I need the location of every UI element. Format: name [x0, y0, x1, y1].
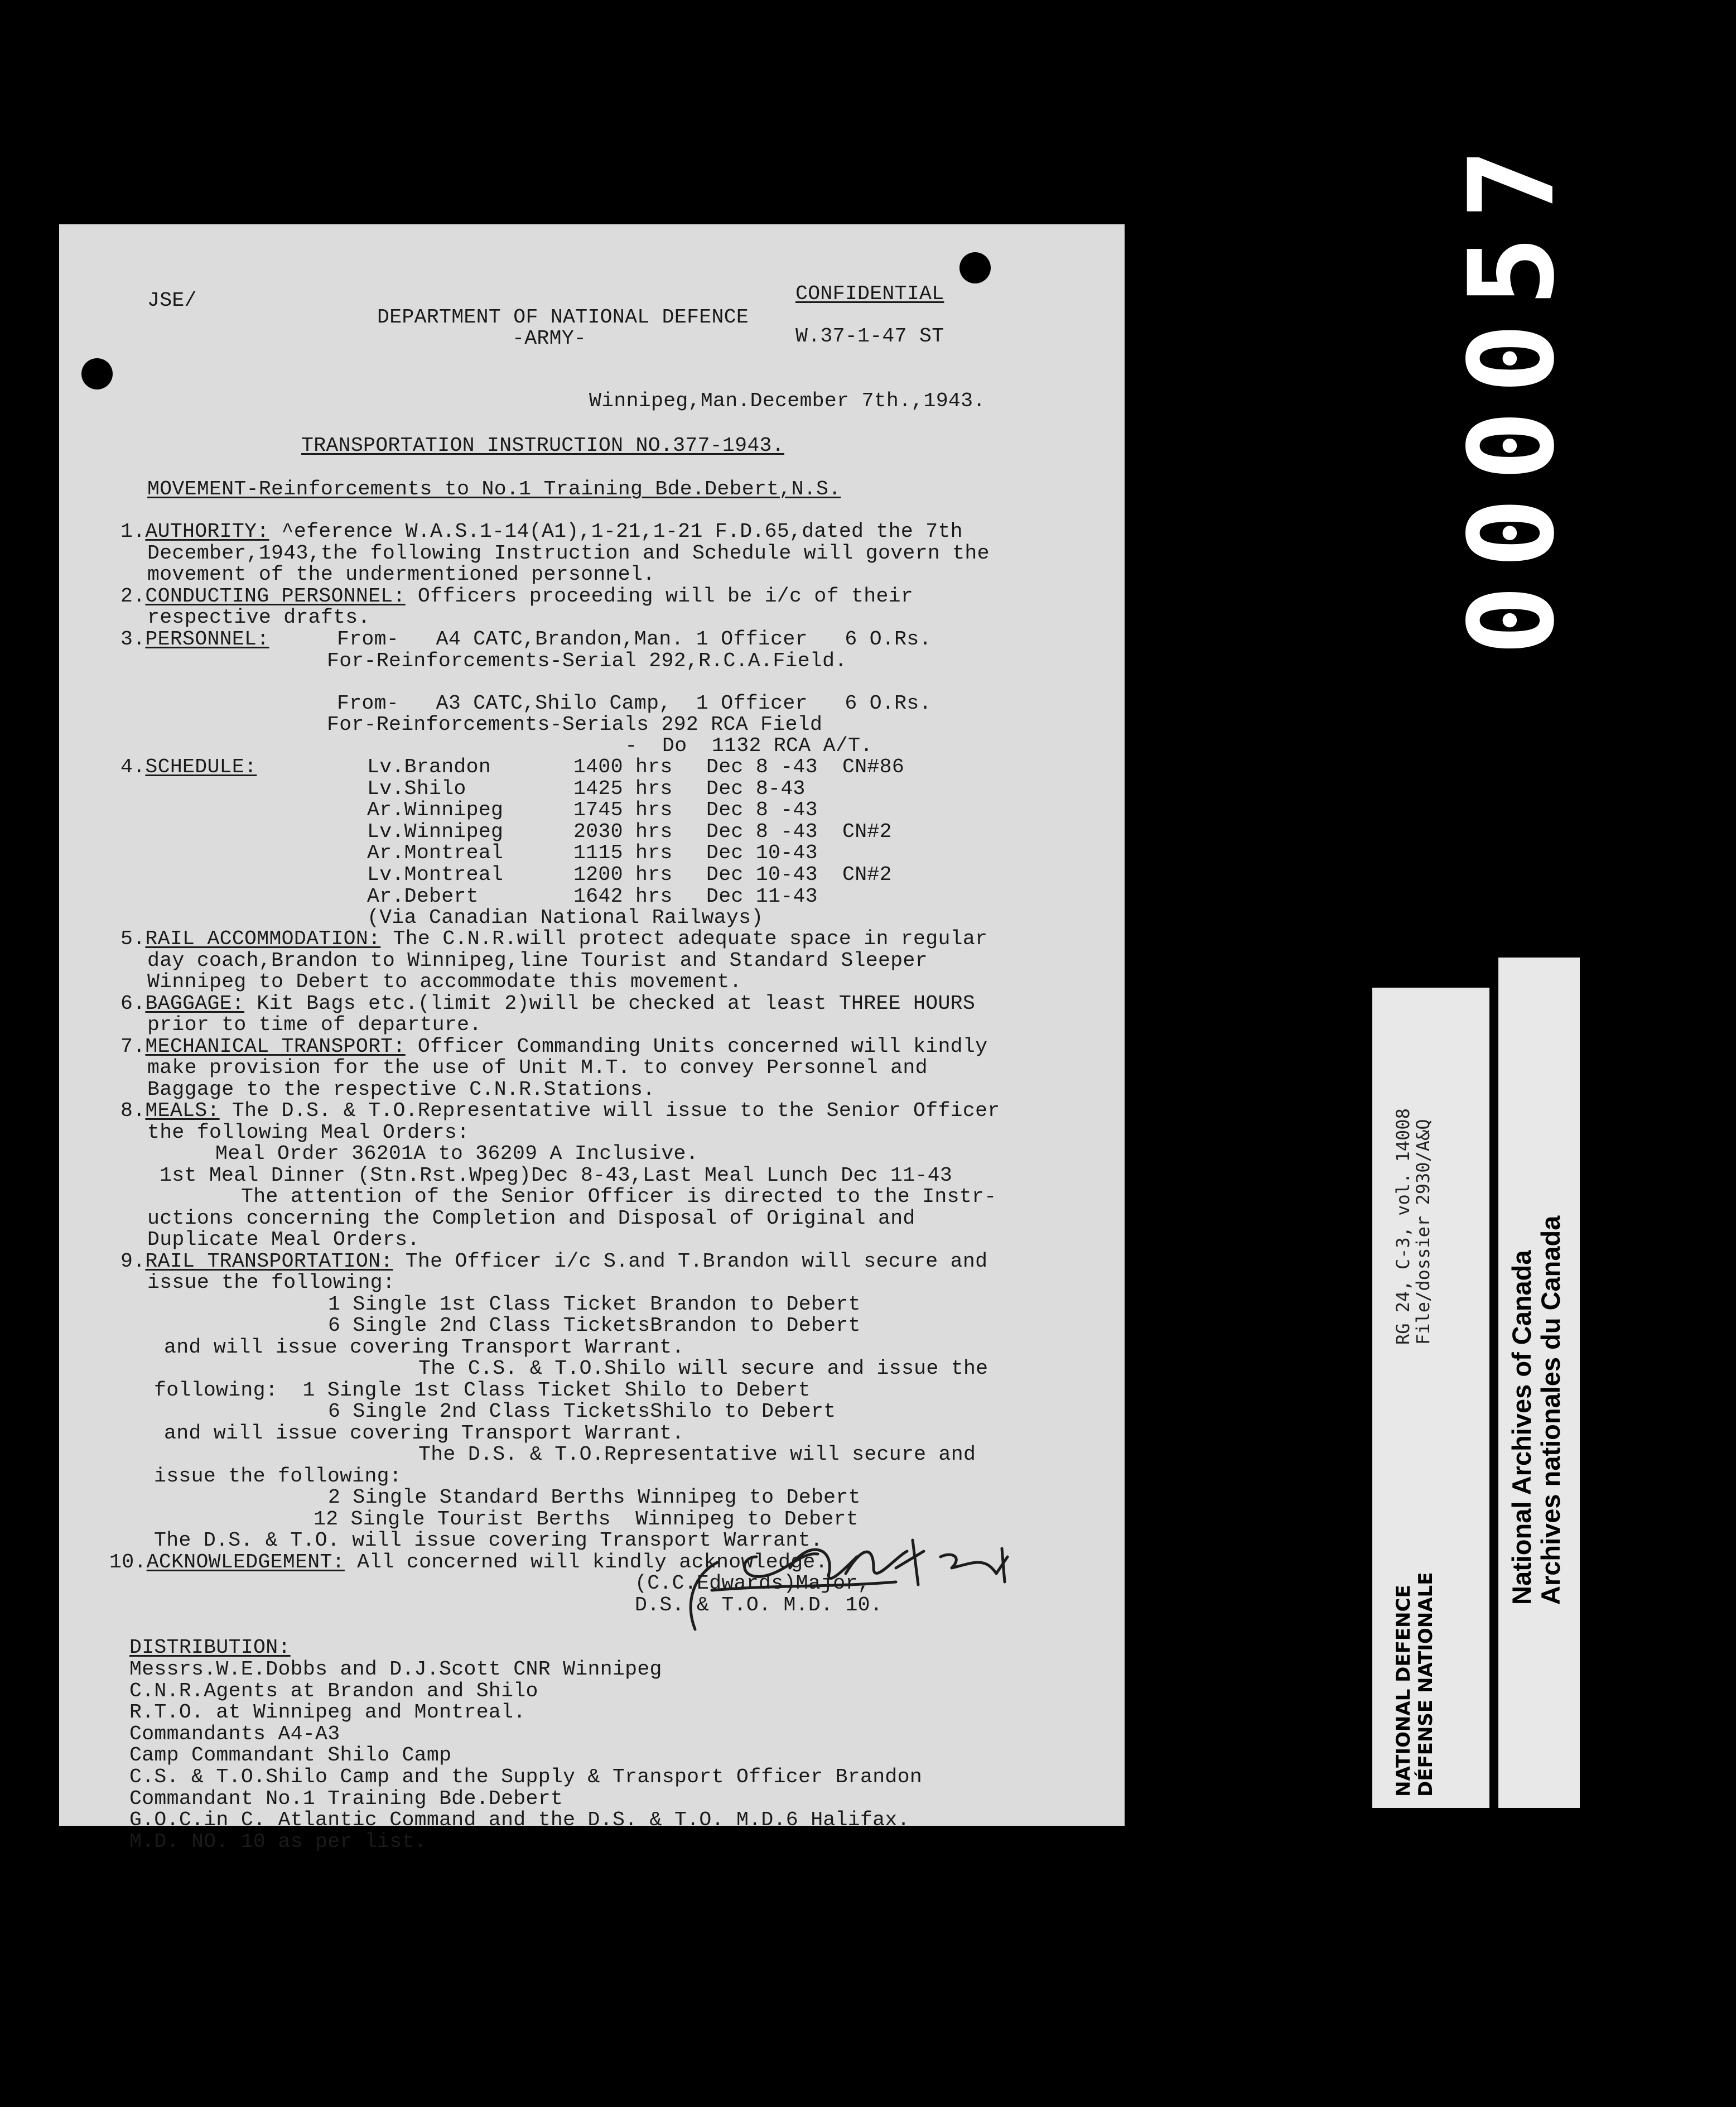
archives-name-en: National Archives of Canada: [1507, 1250, 1536, 1605]
branch-heading: -ARMY-: [512, 327, 587, 350]
section-text-line: 12 Single Tourist Berths Winnipeg to Debert: [314, 1508, 859, 1531]
section-text-line: 6 Single 2nd Class TicketsBrandon to Debert: [328, 1314, 861, 1337]
section-text-line: The attention of the Senior Officer is directed to the Instr-: [241, 1185, 997, 1208]
section-text-line: Meal Order 36201A to 36209 A Inclusive.: [215, 1142, 698, 1165]
section-text-line: The D.S. & T.O.Representative will secure and: [418, 1443, 976, 1466]
section-8-meals: 8.MEALS: The D.S. & T.O.Representative will issue to the Senior Officer: [120, 1099, 1000, 1122]
schedule-date: Dec 8 -43: [706, 756, 818, 778]
distribution-item: R.T.O. at Winnipeg and Montreal.: [129, 1701, 526, 1724]
schedule-date: Dec 8 -43: [706, 820, 818, 843]
section-text-line: prior to time of departure.: [147, 1013, 482, 1036]
section-text-line: issue the following:: [147, 1271, 396, 1294]
section-9-rail-transportation: 9.RAIL TRANSPORTATION: The Officer i/c S.and T.Brandon will secure and: [120, 1250, 988, 1273]
distribution-item: G.O.C.in C. Atlantic Command and the D.S. & T.O. M.D.6 Halifax.: [129, 1808, 910, 1832]
section-text-line: 2 Single Standard Berths Winnipeg to Debert: [328, 1486, 861, 1509]
section-10-acknowledgement: 10.ACKNOWLEDGEMENT: All concerned will kindly acknowledge.: [109, 1551, 828, 1574]
section-text-line: The D.S. & T.O. will issue covering Transport Warrant.: [154, 1529, 823, 1552]
schedule-station: Ar.Debert: [367, 884, 479, 908]
schedule-station: Lv.Winnipeg: [367, 820, 504, 843]
schedule-time: 1400 hrs: [573, 756, 673, 778]
section-text-line: make provision for the use of Unit M.T. to convey Personnel and: [147, 1056, 928, 1079]
typist-initials: JSE/: [147, 289, 197, 312]
schedule-train: CN#86: [842, 756, 905, 778]
personnel-from-2: From- A3 CATC,Shilo Camp, 1 Officer 6 O.Rs.: [337, 692, 932, 715]
schedule-time: 1425 hrs: [573, 777, 673, 800]
schedule-train: CN#2: [842, 820, 892, 843]
distribution-item: Camp Commandant Shilo Camp: [129, 1744, 452, 1767]
punch-hole: [81, 358, 113, 389]
reference-line-2: File/dossier 2930/A&Q: [1412, 1119, 1434, 1345]
personnel-from-1: From- A4 CATC,Brandon,Man. 1 Officer 6 O.Rs.: [337, 628, 932, 651]
distribution-item: C.S. & T.O.Shilo Camp and the Supply & Transport Officer Brandon: [129, 1766, 923, 1788]
section-text-line: 1st Meal Dinner (Stn.Rst.Wpeg)Dec 8-43,Last Meal Lunch Dec 11-43: [160, 1164, 953, 1187]
section-1-authority: 1.AUTHORITY: ^eference W.A.S.1-14(A1),1-21,1-21 F.D.65,dated the 7th: [120, 520, 963, 543]
schedule-date: Dec 11-43: [706, 884, 818, 908]
schedule-time: 1115 hrs: [573, 841, 673, 865]
section-text-line: 1 Single 1st Class Ticket Brandon to Debert: [328, 1293, 861, 1316]
schedule-time: 1200 hrs: [573, 863, 673, 886]
file-reference: W.37-1-47 ST: [795, 325, 944, 348]
signatory-office: D.S. & T.O. M.D. 10.: [635, 1594, 883, 1617]
distribution-heading: DISTRIBUTION:: [129, 1636, 291, 1659]
section-text-line: December,1943,the following Instruction and Schedule will govern the: [147, 542, 990, 565]
section-text-line: Winnipeg to Debert to accommodate this movement.: [147, 970, 742, 993]
schedule-time: 1745 hrs: [573, 798, 673, 822]
department-name-en: NATIONAL DEFENCE: [1392, 1585, 1415, 1797]
section-text-line: Baggage to the respective C.N.R.Stations.: [147, 1078, 655, 1101]
schedule-station: Ar.Montreal: [367, 841, 504, 865]
section-text-line: and will issue covering Transport Warrant.: [164, 1336, 684, 1359]
schedule-station: Lv.Brandon: [367, 756, 491, 778]
schedule-date: Dec 8 -43: [706, 798, 818, 822]
section-text-line: movement of the undermentioned personnel.: [147, 563, 655, 586]
punch-hole: [959, 252, 991, 283]
schedule-train: CN#2: [842, 863, 892, 886]
section-2-conducting-personnel: 2.CONDUCTING PERSONNEL: Officers proceeding will be i/c of their: [120, 585, 914, 608]
section-text-line: respective drafts.: [147, 606, 370, 629]
frame-number: 000057: [1443, 131, 1580, 656]
section-text-line: issue the following:: [154, 1465, 402, 1488]
section-7-mechanical-transport: 7.MECHANICAL TRANSPORT: Officer Commanding Units concerned will kindly: [120, 1035, 988, 1058]
department-name-fr: DÉFENSE NATIONALE: [1415, 1572, 1437, 1797]
distribution-item: Commandant No.1 Training Bde.Debert: [129, 1787, 563, 1810]
section-text-line: following: 1 Single 1st Class Ticket Shilo to Debert: [154, 1379, 811, 1402]
place-and-date: Winnipeg,Man.December 7th.,1943.: [589, 389, 986, 412]
section-text-line: 6 Single 2nd Class TicketsShilo to Debert: [328, 1400, 836, 1423]
schedule-station: Ar.Winnipeg: [367, 798, 504, 822]
schedule-station: Lv.Shilo: [367, 777, 466, 800]
schedule-date: Dec 8-43: [706, 777, 806, 800]
personnel-for-2b: - Do 1132 RCA A/T.: [600, 734, 873, 757]
classification-label: CONFIDENTIAL: [795, 282, 944, 305]
distribution-item: Commandants A4-A3: [129, 1722, 340, 1745]
section-text-line: Duplicate Meal Orders.: [147, 1228, 420, 1251]
distribution-item: M.D. NO. 10 as per list.: [129, 1830, 427, 1853]
section-text-line: The C.S. & T.O.Shilo will secure and issue the: [418, 1357, 988, 1380]
schedule-time: 1642 hrs: [573, 884, 673, 908]
schedule-time: 2030 hrs: [573, 820, 673, 843]
schedule-via-line: (Via Canadian National Railways): [367, 906, 764, 929]
department-heading: DEPARTMENT OF NATIONAL DEFENCE: [377, 306, 749, 329]
document-title: TRANSPORTATION INSTRUCTION NO.377-1943.: [301, 434, 784, 457]
personnel-for-2: For-Reinforcements-Serials 292 RCA Field: [327, 713, 823, 736]
distribution-item: Messrs.W.E.Dobbs and D.J.Scott CNR Winnipeg: [129, 1658, 662, 1681]
reference-line-1: RG 24, C-3, vol. 14008: [1392, 1108, 1414, 1345]
schedule-date: Dec 10-43: [706, 841, 818, 865]
section-3-personnel: 3.PERSONNEL:: [120, 628, 269, 651]
schedule-station: Lv.Montreal: [367, 863, 504, 886]
document-page: [59, 224, 1125, 1853]
department-label-card: [1372, 988, 1489, 1808]
distribution-item: C.N.R.Agents at Brandon and Shilo: [129, 1679, 538, 1702]
personnel-for-1: For-Reinforcements-Serial 292,R.C.A.Field.: [327, 650, 847, 672]
section-4-schedule: 4.SCHEDULE:: [120, 756, 257, 778]
section-text-line: and will issue covering Transport Warrant.: [164, 1422, 684, 1445]
section-text-line: uctions concerning the Completion and Disposal of Original and: [147, 1207, 915, 1230]
schedule-date: Dec 10-43: [706, 863, 818, 886]
signatory-name: (C.C.Edwards)Major,: [635, 1572, 870, 1595]
movement-line: MOVEMENT-Reinforcements to No.1 Training Bde.Debert,N.S.: [147, 478, 841, 501]
archives-name-fr: Archives nationales du Canada: [1536, 1215, 1565, 1605]
section-6-baggage: 6.BAGGAGE: Kit Bags etc.(limit 2)will be checked at least THREE HOURS: [120, 992, 976, 1015]
archives-label-card: [1498, 958, 1580, 1808]
section-text-line: day coach,Brandon to Winnipeg,line Tourist and Standard Sleeper: [147, 949, 928, 972]
section-text-line: the following Meal Orders:: [147, 1121, 470, 1144]
section-5-rail-accommodation: 5.RAIL ACCOMMODATION: The C.N.R.will protect adequate space in regular: [120, 927, 988, 950]
